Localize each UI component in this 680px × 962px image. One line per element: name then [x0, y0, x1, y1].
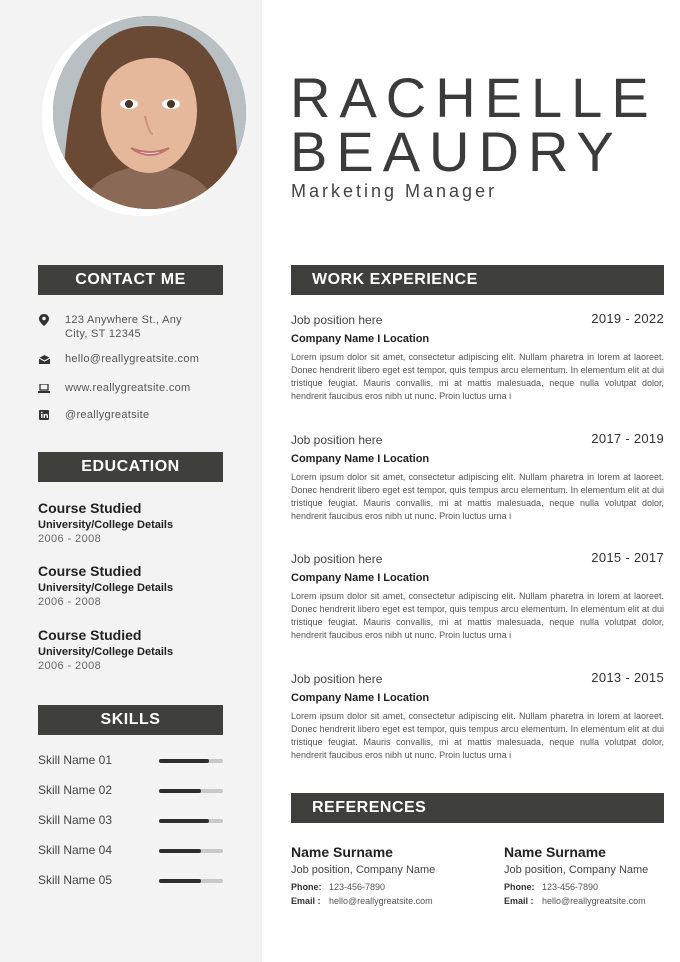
contact-address — [38, 313, 182, 341]
school-name: University/College Details — [38, 582, 174, 594]
reference-entry — [291, 844, 435, 906]
skill-bar-fill — [159, 849, 201, 853]
laptop-icon — [38, 382, 50, 394]
phone-label: Phone: — [291, 882, 322, 892]
job-description: Lorem ipsum dolor sit amet, consectetur adipiscing elit. Nullam pharetra in lorem at laoreet. Donec hendrerit libero eget est tempor, quis tempus arcu elementum. In elementum elit at dui tristique feugiat. Mauris convallis, mi at mattis malesuada, neque nulla volutpat dolor, hendrerit faucibus eros nibh ut nunc. Proin luctus urna i — [291, 352, 664, 401]
education-years: 2006 - 2008 — [38, 660, 102, 672]
skill-row — [38, 873, 223, 887]
job-position: Job position here — [291, 552, 383, 566]
course-name: Course Studied — [38, 627, 142, 643]
contact-heading: CONTACT ME — [38, 265, 223, 295]
company-location: Company Name I Location — [291, 453, 430, 465]
course-name: Course Studied — [38, 563, 142, 579]
school-name: University/College Details — [38, 519, 174, 531]
skill-bar — [159, 849, 223, 853]
skill-name: Skill Name 03 — [38, 813, 113, 827]
skill-bar — [159, 879, 223, 883]
reference-email[interactable]: hello@reallygreatsite.com — [542, 896, 646, 906]
education-years: 2006 - 2008 — [38, 596, 102, 608]
work-entry — [291, 552, 664, 642]
skill-bar-fill — [159, 789, 201, 793]
education-entry — [38, 500, 238, 545]
skills-heading: SKILLS — [38, 705, 223, 735]
reference-name: Name Surname — [504, 844, 606, 860]
location-pin-icon — [38, 314, 50, 326]
job-position: Job position here — [291, 433, 383, 447]
first-name: RACHELLE — [290, 66, 658, 129]
contact-email — [38, 352, 199, 366]
phone-label: Phone: — [504, 882, 535, 892]
references-heading: REFERENCES — [291, 793, 664, 823]
education-years: 2006 - 2008 — [38, 533, 102, 545]
email-text[interactable]: hello@reallygreatsite.com — [65, 353, 200, 365]
reference-job: Job position, Company Name — [504, 864, 649, 876]
contact-website — [38, 381, 191, 395]
reference-phone[interactable]: 123-456-7890 — [329, 882, 386, 892]
job-title: Marketing Manager — [291, 181, 498, 201]
job-years: 2017 - 2019 — [591, 431, 664, 446]
last-name: BEAUDRY — [290, 120, 623, 183]
profile-photo — [53, 16, 246, 209]
address-line2: City, ST 12345 — [65, 328, 141, 340]
email-label: Email : — [504, 896, 534, 906]
reference-name: Name Surname — [291, 844, 393, 860]
education-entry — [38, 627, 238, 672]
course-name: Course Studied — [38, 500, 142, 516]
job-years: 2019 - 2022 — [591, 311, 664, 326]
company-location: Company Name I Location — [291, 692, 430, 704]
work-heading: WORK EXPERIENCE — [291, 265, 664, 295]
skill-name: Skill Name 05 — [38, 873, 113, 887]
website-text[interactable]: www.reallygreatsite.com — [65, 382, 191, 394]
skill-row — [38, 753, 223, 767]
reference-phone[interactable]: 123-456-7890 — [542, 882, 599, 892]
social-handle[interactable]: @reallygreatsite — [65, 409, 150, 421]
work-entry — [291, 433, 664, 523]
address-line1: 123 Anywhere St., Any — [65, 314, 182, 326]
education-heading: EDUCATION — [38, 452, 223, 482]
skill-bar-fill — [159, 759, 209, 763]
skill-name: Skill Name 04 — [38, 843, 113, 857]
reference-job: Job position, Company Name — [291, 864, 436, 876]
skill-row — [38, 783, 223, 797]
skill-bar-fill — [159, 879, 201, 883]
job-years: 2015 - 2017 — [591, 550, 664, 565]
work-entry — [291, 672, 664, 762]
linkedin-icon — [38, 409, 50, 421]
envelope-icon — [38, 353, 50, 365]
job-description: Lorem ipsum dolor sit amet, consectetur adipiscing elit. Nullam pharetra in lorem at laoreet. Donec hendrerit libero eget est tempor, quis tempus arcu elementum. In elementum elit at dui tristique feugiat. Mauris convallis, mi at mattis malesuada, neque nulla volutpat dolor, hendrerit faucibus eros nibh ut nunc. Proin luctus urna i — [291, 711, 664, 760]
skill-bar — [159, 819, 223, 823]
company-location: Company Name I Location — [291, 572, 430, 584]
skill-row — [38, 813, 223, 827]
skill-bar — [159, 789, 223, 793]
reference-entry — [504, 844, 648, 906]
work-entry — [291, 313, 664, 403]
company-location: Company Name I Location — [291, 333, 430, 345]
skill-name: Skill Name 02 — [38, 783, 113, 797]
reference-email[interactable]: hello@reallygreatsite.com — [329, 896, 433, 906]
job-description: Lorem ipsum dolor sit amet, consectetur adipiscing elit. Nullam pharetra in lorem at laoreet. Donec hendrerit libero eget est tempor, quis tempus arcu elementum. In elementum elit at dui tristique feugiat. Mauris convallis, mi at mattis malesuada, neque nulla volutpat dolor, hendrerit faucibus eros nibh ut nunc. Proin luctus urna i — [291, 591, 664, 640]
school-name: University/College Details — [38, 646, 174, 658]
job-position: Job position here — [291, 672, 383, 686]
skill-bar — [159, 759, 223, 763]
job-years: 2013 - 2015 — [591, 670, 664, 685]
contact-social — [38, 408, 149, 422]
job-description: Lorem ipsum dolor sit amet, consectetur adipiscing elit. Nullam pharetra in lorem at laoreet. Donec hendrerit libero eget est tempor, quis tempus arcu elementum. In elementum elit at dui tristique feugiat. Mauris convallis, mi at mattis malesuada, neque nulla volutpat dolor, hendrerit faucibus eros nibh ut nunc. Proin luctus urna i — [291, 472, 664, 521]
skill-name: Skill Name 01 — [38, 753, 113, 767]
skill-row — [38, 843, 223, 857]
email-label: Email : — [291, 896, 321, 906]
education-entry — [38, 563, 238, 608]
skill-bar-fill — [159, 819, 209, 823]
job-position: Job position here — [291, 313, 383, 327]
